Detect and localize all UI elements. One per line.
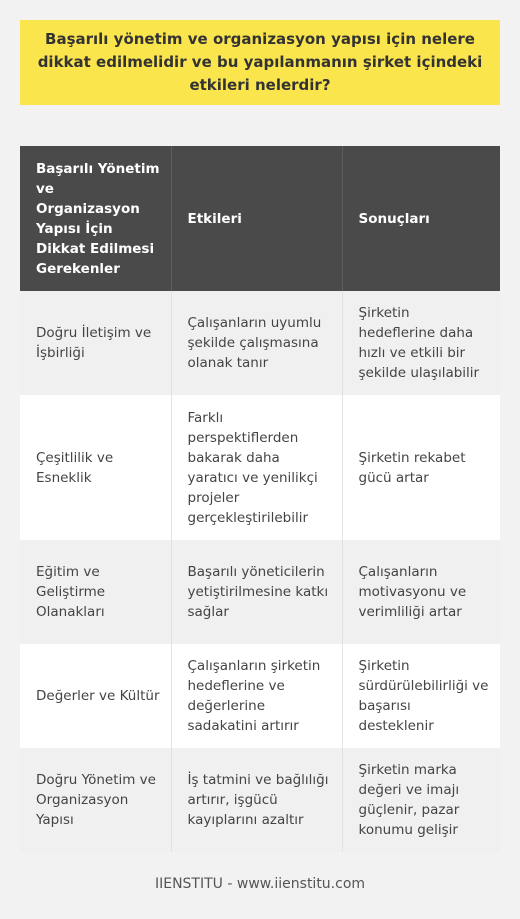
table-cell: Şirketin rekabet gücü artar bbox=[342, 395, 500, 540]
table-cell: Çalışanların uyumlu şekilde çalışmasına olanak tanır bbox=[171, 291, 342, 395]
table-header-row bbox=[20, 146, 500, 291]
table-cell: Farklı perspektiflerden bakarak daha yaratıcı ve yenilikçi projeler gerçekleştirilebilir bbox=[171, 395, 342, 540]
table-cell: Başarılı yöneticilerin yetiştirilmesine katkı sağlar bbox=[171, 540, 342, 644]
table-cell: İş tatmini ve bağlılığı artırır, işgücü kayıplarını azaltır bbox=[171, 748, 342, 852]
column-header-considerations: Başarılı Yönetim ve Organizasyon Yapısı İçin Dikkat Edilmesi Gerekenler bbox=[20, 146, 171, 291]
column-header-results: Sonuçları bbox=[342, 146, 500, 291]
column-header-effects: Etkileri bbox=[171, 146, 342, 291]
table-row bbox=[20, 291, 500, 395]
table-cell: Şirketin hedeflerine daha hızlı ve etkili bir şekilde ulaşılabilir bbox=[342, 291, 500, 395]
table-row bbox=[20, 748, 500, 852]
table-cell: Değerler ve Kültür bbox=[20, 644, 171, 748]
table-cell: Şirketin sürdürülebilirliği ve başarısı desteklenir bbox=[342, 644, 500, 748]
info-table bbox=[20, 146, 500, 852]
table-cell: Şirketin marka değeri ve imajı güçlenir, pazar konumu gelişir bbox=[342, 748, 500, 852]
table-cell: Eğitim ve Geliştirme Olanakları bbox=[20, 540, 171, 644]
footer-credit: IIENSTITU - www.iienstitu.com bbox=[154, 876, 366, 892]
title-banner bbox=[20, 20, 500, 105]
table-row bbox=[20, 644, 500, 748]
table-cell: Çalışanların motivasyonu ve verimliliği artar bbox=[342, 540, 500, 644]
table-cell: Çalışanların şirketin hedeflerine ve değerlerine sadakatini artırır bbox=[171, 644, 342, 748]
table-cell: Doğru Yönetim ve Organizasyon Yapısı bbox=[20, 748, 171, 852]
table-row bbox=[20, 540, 500, 644]
table-cell: Doğru İletişim ve İşbirliği bbox=[20, 291, 171, 395]
table-row bbox=[20, 395, 500, 540]
table-cell: Çeşitlilik ve Esneklik bbox=[20, 395, 171, 540]
page-title: Başarılı yönetim ve organizasyon yapısı için nelere dikkat edilmelidir ve bu yapılanmanın şirket içindeki etkileri nelerdir? bbox=[37, 30, 483, 94]
